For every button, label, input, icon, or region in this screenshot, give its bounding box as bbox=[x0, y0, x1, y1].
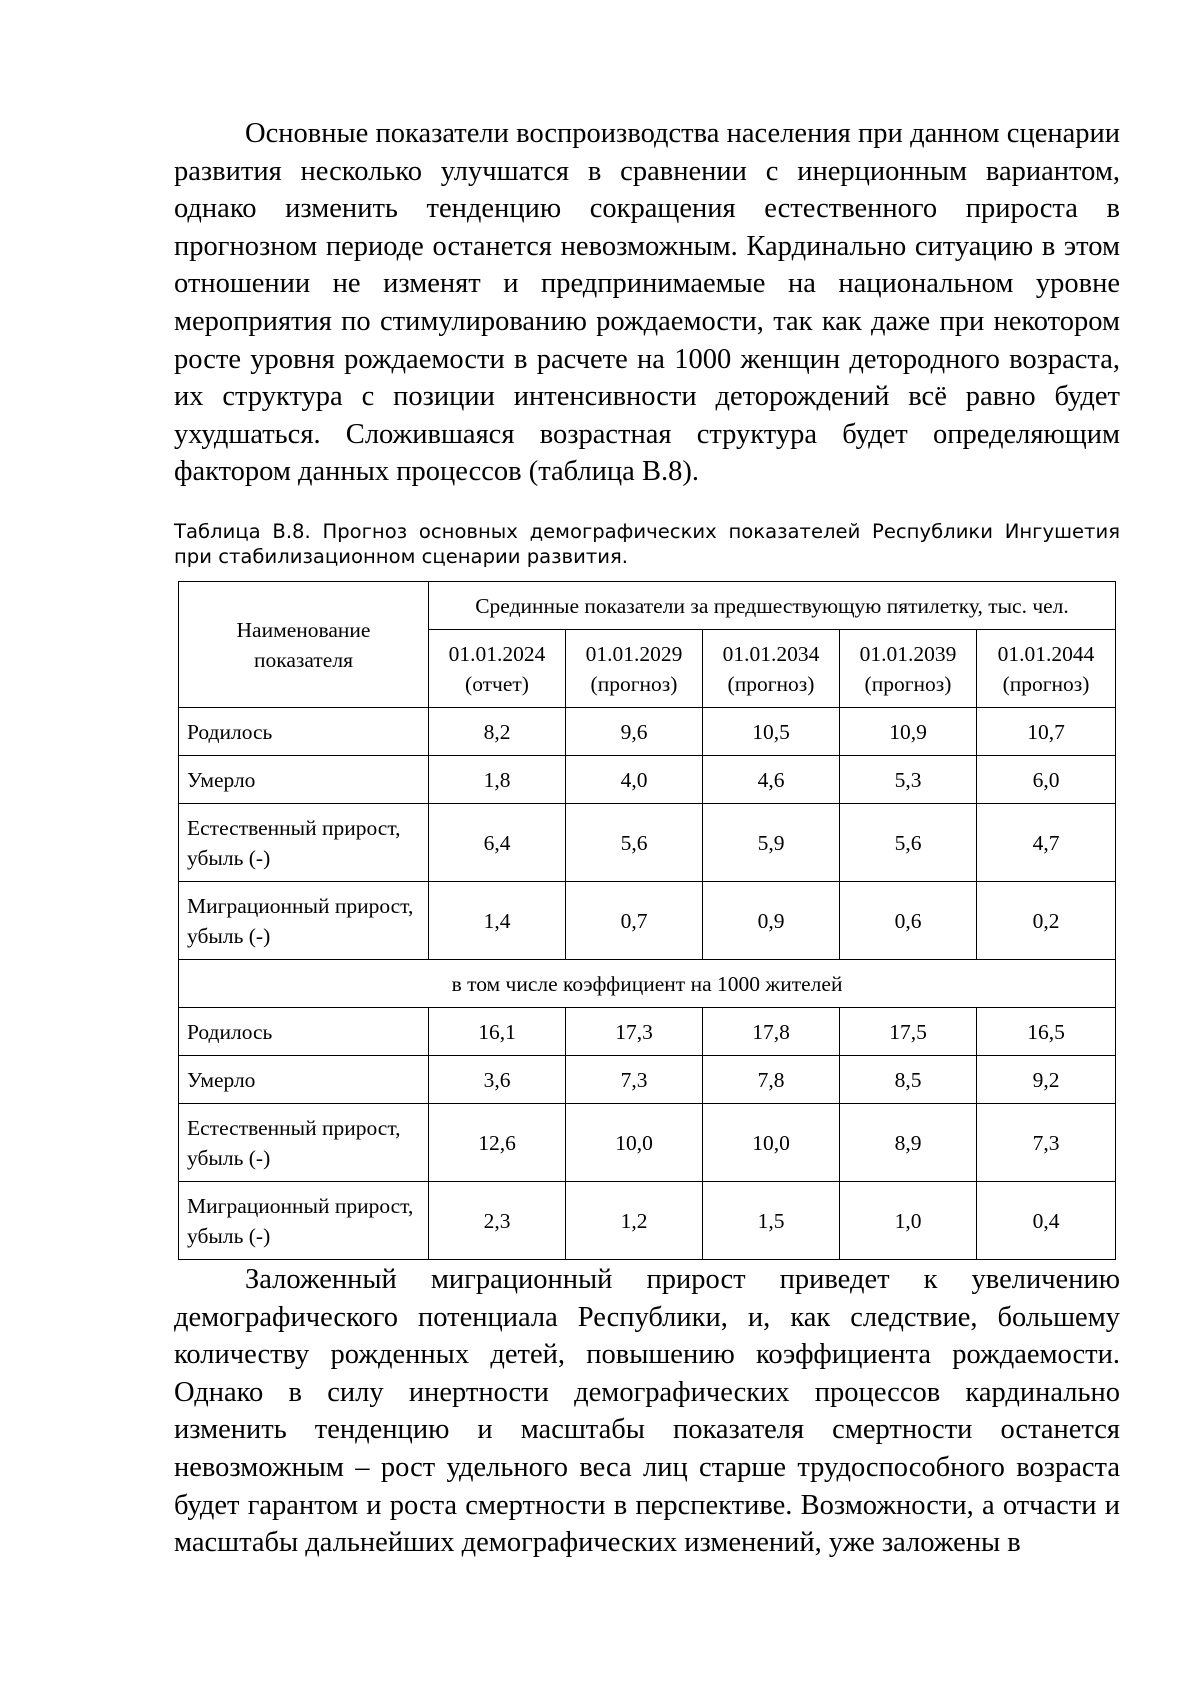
table-cell: 9,6 bbox=[566, 708, 703, 756]
table-cell: 10,9 bbox=[840, 708, 977, 756]
table-cell: 5,6 bbox=[840, 804, 977, 882]
row-label-line: Естественный прирост, bbox=[187, 1115, 401, 1140]
table-cell: 3,6 bbox=[429, 1056, 566, 1104]
column-note: (отчет) bbox=[465, 671, 529, 696]
table-row bbox=[179, 708, 1116, 756]
table-cell: 4,6 bbox=[703, 756, 840, 804]
table-row bbox=[179, 882, 1116, 960]
table-cell: 8,5 bbox=[840, 1056, 977, 1104]
table-cell: 4,0 bbox=[566, 756, 703, 804]
table-cell: 9,2 bbox=[977, 1056, 1116, 1104]
table-row bbox=[179, 756, 1116, 804]
table-cell: 8,9 bbox=[840, 1104, 977, 1182]
table-row bbox=[179, 1104, 1116, 1182]
column-date: 01.01.2034 bbox=[722, 641, 820, 666]
table-cell: 10,0 bbox=[566, 1104, 703, 1182]
row-label-line: убыль (-) bbox=[187, 923, 271, 948]
column-note: (прогноз) bbox=[590, 671, 678, 696]
column-date: 01.01.2024 bbox=[448, 641, 546, 666]
table-cell: 12,6 bbox=[429, 1104, 566, 1182]
table-cell: 1,2 bbox=[566, 1182, 703, 1260]
column-header bbox=[566, 630, 703, 708]
table-cell: 10,7 bbox=[977, 708, 1116, 756]
column-header bbox=[429, 630, 566, 708]
row-label: Умерло bbox=[179, 1056, 429, 1104]
column-header bbox=[977, 630, 1116, 708]
table-row bbox=[179, 1008, 1116, 1056]
row-label bbox=[179, 882, 429, 960]
table-cell: 0,9 bbox=[703, 882, 840, 960]
table-row bbox=[179, 804, 1116, 882]
column-date: 01.01.2029 bbox=[585, 641, 683, 666]
column-header bbox=[840, 630, 977, 708]
column-header bbox=[703, 630, 840, 708]
table-cell: 8,2 bbox=[429, 708, 566, 756]
row-label: Родилось bbox=[179, 708, 429, 756]
column-date: 01.01.2044 bbox=[997, 641, 1095, 666]
body-paragraph: Основные показатели воспроизводства населения при данном сценарии развития несколько улучшатся в сравнении с инерционным вариантом, однако изменить тенденцию сокращения естественного прироста в прогнозном периоде останется невозможным. Кардинально ситуацию в этом отношении не изменят и предпринимаемые на национальном уровне мероприятия по стимулированию рождаемости, так как даже при некотором росте уровня рождаемости в расчете на 1000 женщин детородного возраста, их структура с позиции интенсивности деторождений всё равно будет ухудшаться. Сложившаяся возрастная структура будет определяющим фактором данных процессов (таблица В.8). bbox=[174, 118, 1120, 488]
table-cell: 5,6 bbox=[566, 804, 703, 882]
table-cell: 7,8 bbox=[703, 1056, 840, 1104]
table-header-row bbox=[179, 582, 1116, 630]
table-cell: 5,3 bbox=[840, 756, 977, 804]
header-indicator-name: Наименование показателя bbox=[179, 582, 429, 708]
table-cell: 7,3 bbox=[566, 1056, 703, 1104]
table-cell: 16,5 bbox=[977, 1008, 1116, 1056]
header-group-title: Срединные показатели за предшествующую пятилетку, тыс. чел. bbox=[429, 582, 1116, 630]
table-cell: 1,4 bbox=[429, 882, 566, 960]
table-cell: 2,3 bbox=[429, 1182, 566, 1260]
table-cell: 6,0 bbox=[977, 756, 1116, 804]
table-cell: 10,0 bbox=[703, 1104, 840, 1182]
table-cell: 1,8 bbox=[429, 756, 566, 804]
row-label-line: Миграционный прирост, bbox=[187, 1193, 414, 1218]
table-cell: 0,6 bbox=[840, 882, 977, 960]
row-label-line: убыль (-) bbox=[187, 1223, 271, 1248]
row-label: Умерло bbox=[179, 756, 429, 804]
table-cell: 16,1 bbox=[429, 1008, 566, 1056]
row-label: Родилось bbox=[179, 1008, 429, 1056]
row-label-line: убыль (-) bbox=[187, 845, 271, 870]
table-subheader-row bbox=[179, 960, 1116, 1008]
table-cell: 17,8 bbox=[703, 1008, 840, 1056]
row-label-line: Миграционный прирост, bbox=[187, 893, 414, 918]
table-cell: 17,5 bbox=[840, 1008, 977, 1056]
table-cell: 6,4 bbox=[429, 804, 566, 882]
table-cell: 0,2 bbox=[977, 882, 1116, 960]
row-label bbox=[179, 1182, 429, 1260]
row-label bbox=[179, 804, 429, 882]
table-row bbox=[179, 1182, 1116, 1260]
table-cell: 10,5 bbox=[703, 708, 840, 756]
column-date: 01.01.2039 bbox=[859, 641, 957, 666]
row-label bbox=[179, 1104, 429, 1182]
table-cell: 0,7 bbox=[566, 882, 703, 960]
table-cell: 5,9 bbox=[703, 804, 840, 882]
demographic-forecast-table bbox=[178, 581, 1116, 1260]
body-paragraph: Заложенный миграционный прирост приведет к увеличению демографического потенциала Республики, и, как следствие, большему количеству рожденных детей, повышению коэффициента рождаемости. Однако в силу инертности демографических процессов кардинально изменить тенденцию и масштабы показателя смертности останется невозможным – рост удельного веса лиц старше трудоспособного возраста будет гарантом и роста смертности в перспективе. Возможности, а отчасти и масштабы дальнейших демографических изменений, уже заложены в bbox=[174, 1264, 1120, 1559]
table-cell: 1,5 bbox=[703, 1182, 840, 1260]
column-note: (прогноз) bbox=[864, 671, 952, 696]
table-cell: 4,7 bbox=[977, 804, 1116, 882]
table-cell: 1,0 bbox=[840, 1182, 977, 1260]
column-note: (прогноз) bbox=[1002, 671, 1090, 696]
column-note: (прогноз) bbox=[727, 671, 815, 696]
table-caption: Таблица В.8. Прогноз основных демографических показателей Республики Ингушетия при стабилизационном сценарии развития. bbox=[174, 520, 1120, 568]
table-cell: 0,4 bbox=[977, 1182, 1116, 1260]
table-cell: 17,3 bbox=[566, 1008, 703, 1056]
row-label-line: Естественный прирост, bbox=[187, 815, 401, 840]
table-row bbox=[179, 1056, 1116, 1104]
row-label-line: убыль (-) bbox=[187, 1145, 271, 1170]
table-subheader: в том числе коэффициент на 1000 жителей bbox=[179, 960, 1116, 1008]
table-cell: 7,3 bbox=[977, 1104, 1116, 1182]
